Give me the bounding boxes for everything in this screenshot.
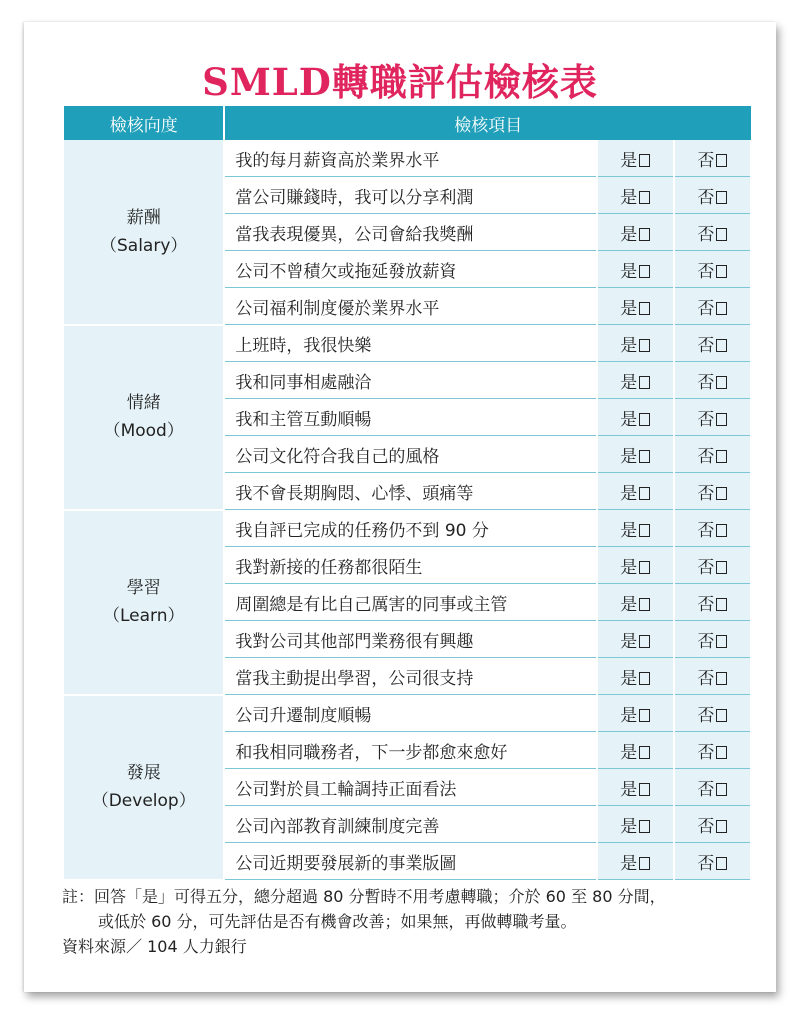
checkbox-icon[interactable] [639,598,650,611]
yes-label: 是 [620,409,638,430]
yes-option[interactable] [597,325,674,362]
checkbox-icon[interactable] [639,228,650,241]
no-label: 否 [697,483,715,504]
checkbox-icon[interactable] [639,154,650,167]
checkbox-icon[interactable] [639,820,650,833]
checkbox-icon[interactable] [716,376,727,389]
no-option[interactable] [674,362,751,399]
page-title: SMLD轉職評估檢核表 [202,60,598,104]
source-line: 資料來源／ 104 人力銀行 [62,937,247,956]
yes-option[interactable] [597,732,674,769]
checkbox-icon[interactable] [639,672,650,685]
category-name: 薪酬 [126,207,161,228]
checklist-table [64,106,752,881]
category-cell [64,140,224,325]
checkbox-icon[interactable] [716,709,727,722]
checkbox-icon[interactable] [639,191,650,204]
category-name: 學習 [126,578,161,598]
checklist-item: 我自評已完成的任務仍不到 90 分 [224,510,596,547]
yes-label: 是 [620,187,638,208]
no-option[interactable] [674,547,751,584]
checkbox-icon[interactable] [716,450,727,463]
yes-label: 是 [620,853,638,874]
yes-label: 是 [620,483,638,504]
category-cell [64,510,224,695]
category-en: （Develop） [91,791,196,811]
yes-label: 是 [620,594,638,615]
checklist-item: 公司近期要發展新的事業版圖 [224,843,596,880]
checklist-item: 公司福利制度優於業界水平 [224,288,596,325]
no-option[interactable] [674,658,751,695]
checklist-card [24,22,776,992]
checkbox-icon[interactable] [639,524,650,537]
no-label: 否 [697,853,715,874]
no-label: 否 [697,631,715,652]
no-label: 否 [697,446,715,467]
yes-option[interactable] [597,806,674,843]
no-label: 否 [697,779,715,800]
checklist-item: 當我表現優異，公司會給我獎酬 [224,214,596,251]
yes-option[interactable] [597,140,674,177]
yes-label: 是 [620,298,638,319]
checkbox-icon[interactable] [639,857,650,870]
category-name: 情緒 [126,393,161,413]
no-option[interactable] [674,140,751,177]
category-en: （Learn） [102,606,185,626]
yes-option[interactable] [597,251,674,288]
checkbox-icon[interactable] [639,265,650,278]
no-option[interactable] [674,177,751,214]
checkbox-icon[interactable] [716,524,727,537]
no-option[interactable] [674,251,751,288]
checklist-item: 我不會長期胸悶、心悸、頭痛等 [224,473,596,510]
checkbox-icon[interactable] [716,302,727,315]
no-option[interactable] [674,473,751,510]
yes-option[interactable] [597,177,674,214]
checkbox-icon[interactable] [716,154,727,167]
yes-option[interactable] [597,214,674,251]
checkbox-icon[interactable] [639,302,650,315]
table-header-row [64,106,751,140]
checkbox-icon[interactable] [716,820,727,833]
no-label: 否 [697,705,715,726]
checkbox-icon[interactable] [716,672,727,685]
notes [62,884,762,959]
no-label: 否 [697,335,715,356]
checkbox-icon[interactable] [639,339,650,352]
no-option[interactable] [674,436,751,473]
checkbox-icon[interactable] [716,746,727,759]
checklist-item: 公司不曾積欠或拖延發放薪資 [224,251,596,288]
yes-label: 是 [620,816,638,837]
dimension-header: 檢核向度 [64,106,224,140]
yes-option[interactable] [597,547,674,584]
checkbox-icon[interactable] [716,487,727,500]
category-en: （Mood） [103,421,184,441]
yes-option[interactable] [597,843,674,880]
no-label: 否 [697,372,715,393]
checkbox-icon[interactable] [716,857,727,870]
checklist-item: 我對公司其他部門業務很有興趣 [224,621,596,658]
checklist-item: 和我相同職務者，下一步都愈來愈好 [224,732,596,769]
yes-option[interactable] [597,658,674,695]
checklist-item: 公司文化符合我自己的風格 [224,436,596,473]
yes-option[interactable] [597,288,674,325]
yes-option[interactable] [597,695,674,732]
checkbox-icon[interactable] [716,635,727,648]
checkbox-icon[interactable] [716,191,727,204]
checkbox-icon[interactable] [716,783,727,796]
no-label: 否 [697,557,715,578]
checkbox-icon[interactable] [639,450,650,463]
checklist-item: 當我主動提出學習，公司很支持 [224,658,596,695]
yes-label: 是 [620,372,638,393]
items-header: 檢核項目 [224,106,751,140]
yes-option[interactable] [597,399,674,436]
yes-option[interactable] [597,473,674,510]
no-option[interactable] [674,214,751,251]
yes-label: 是 [620,779,638,800]
checklist-item: 公司對於員工輪調持正面看法 [224,769,596,806]
checkbox-icon[interactable] [639,376,650,389]
no-label: 否 [697,742,715,763]
no-label: 否 [697,520,715,541]
checkbox-icon[interactable] [639,783,650,796]
checkbox-icon[interactable] [716,339,727,352]
yes-label: 是 [620,668,638,689]
no-option[interactable] [674,732,751,769]
checkbox-icon[interactable] [639,413,650,426]
yes-option[interactable] [597,621,674,658]
checklist-item: 公司升遷制度順暢 [224,695,596,732]
no-label: 否 [697,298,715,319]
table-row [64,140,751,177]
table-body [64,140,751,880]
checkbox-icon[interactable] [639,709,650,722]
no-label: 否 [697,261,715,282]
checklist-item: 周圍總是有比自己厲害的同事或主管 [224,584,596,621]
checklist-item: 當公司賺錢時，我可以分享利潤 [224,177,596,214]
checkbox-icon[interactable] [716,561,727,574]
category-cell [64,325,224,510]
yes-label: 是 [620,742,638,763]
note-line-1: 註：回答「是」可得五分，總分超過 80 分暫時不用考慮轉職；介於 60 至 80 分間， [62,887,666,906]
yes-label: 是 [620,150,638,171]
yes-label: 是 [620,261,638,282]
checkbox-icon[interactable] [716,598,727,611]
checklist-item: 我對新接的任務都很陌生 [224,547,596,584]
checkbox-icon[interactable] [639,635,650,648]
yes-label: 是 [620,224,638,245]
no-option[interactable] [674,510,751,547]
category-cell [64,695,224,880]
no-label: 否 [697,187,715,208]
checkbox-icon[interactable] [716,413,727,426]
no-label: 否 [697,150,715,171]
table-row [64,695,751,732]
yes-label: 是 [620,520,638,541]
category-en: （Salary） [100,235,188,256]
no-label: 否 [697,594,715,615]
yes-option[interactable] [597,510,674,547]
no-option[interactable] [674,621,751,658]
checklist-item: 我和同事相處融洽 [224,362,596,399]
no-option[interactable] [674,584,751,621]
yes-option[interactable] [597,436,674,473]
checklist-item: 上班時，我很快樂 [224,325,596,362]
no-option[interactable] [674,399,751,436]
category-name: 發展 [126,763,161,783]
checklist-item: 我和主管互動順暢 [224,399,596,436]
no-option[interactable] [674,695,751,732]
yes-option[interactable] [597,769,674,806]
yes-label: 是 [620,705,638,726]
checkbox-icon[interactable] [639,487,650,500]
yes-label: 是 [620,446,638,467]
no-label: 否 [697,409,715,430]
yes-option[interactable] [597,362,674,399]
yes-label: 是 [620,557,638,578]
yes-label: 是 [620,631,638,652]
checklist-item: 我的每月薪資高於業界水平 [224,140,596,177]
yes-option[interactable] [597,584,674,621]
yes-label: 是 [620,335,638,356]
checkbox-icon[interactable] [639,746,650,759]
checkbox-icon[interactable] [716,228,727,241]
no-option[interactable] [674,769,751,806]
no-option[interactable] [674,806,751,843]
no-label: 否 [697,224,715,245]
checkbox-icon[interactable] [716,265,727,278]
no-option[interactable] [674,843,751,880]
note-line-2: 或低於 60 分，可先評估是否有機會改善；如果無，再做轉職考量。 [98,912,577,931]
no-option[interactable] [674,325,751,362]
table-row [64,510,751,547]
no-label: 否 [697,816,715,837]
checklist-item: 公司內部教育訓練制度完善 [224,806,596,843]
checkbox-icon[interactable] [639,561,650,574]
no-label: 否 [697,668,715,689]
table-row [64,325,751,362]
no-option[interactable] [674,288,751,325]
